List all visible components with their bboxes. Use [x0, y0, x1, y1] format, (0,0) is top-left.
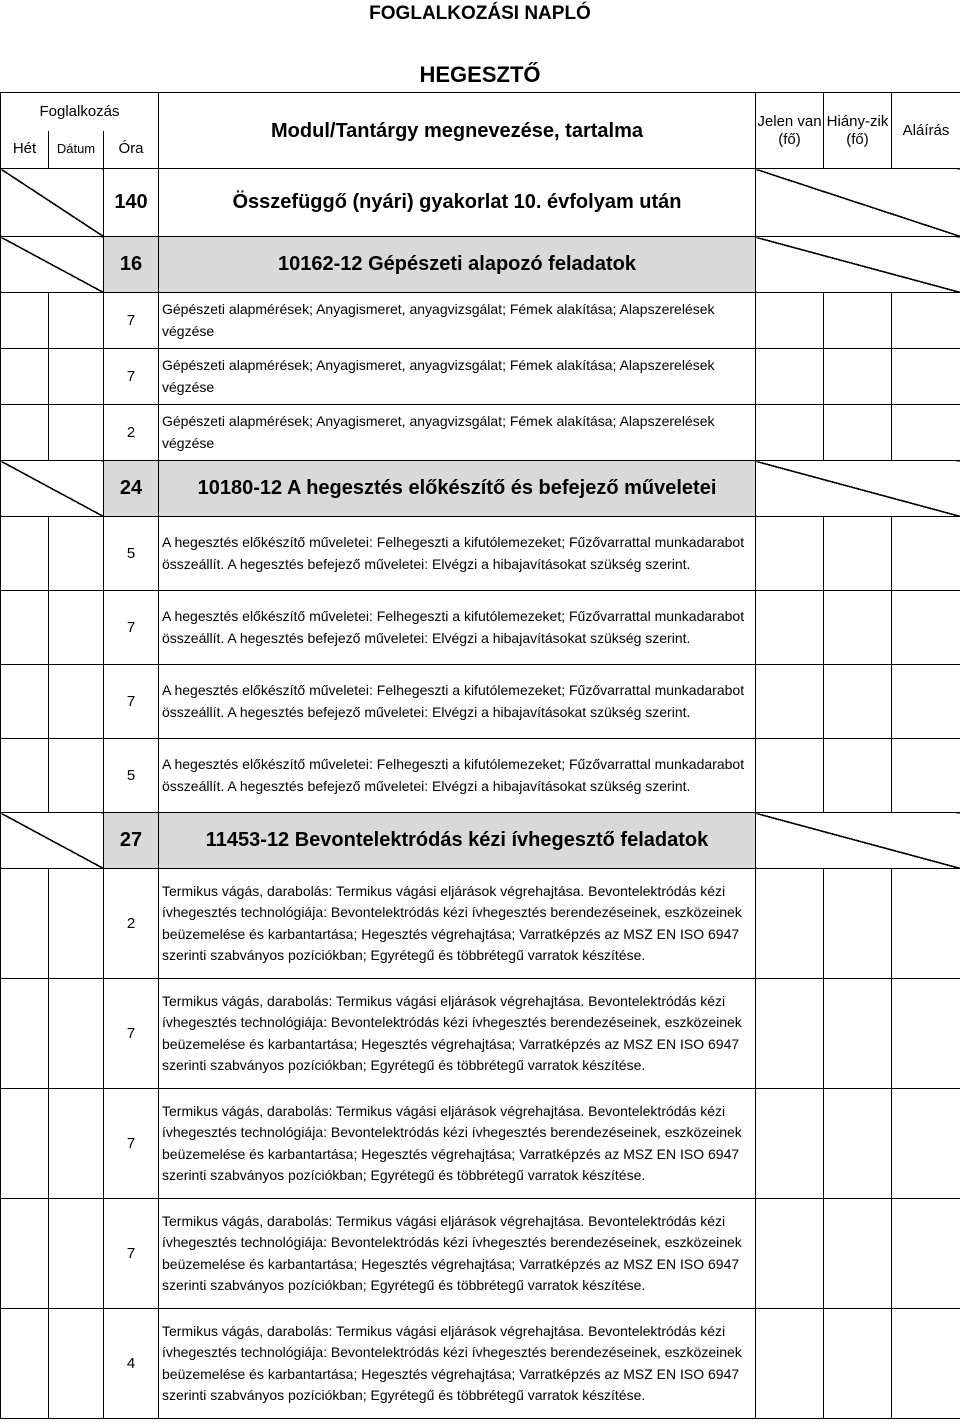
het-cell[interactable] [1, 349, 49, 405]
content-cell: Termikus vágás, darabolás: Termikus vágási eljárások végrehajtása. Bevontelektródás kézi ívhegesztés technológiája: Bevontelektródás kézi ívhegesztés berendezéseinek, eszközeinek beüzemelése és karbantartása; Hegesztés végrehajtása; Varratképzés az MSZ EN ISO 6947 szerinti szabványos pozíciókban; Egyrétegű és többrétegű varratok készítése. [159, 1309, 756, 1419]
jelen-van-cell[interactable] [756, 1089, 824, 1199]
ora-cell: 4 [104, 1309, 159, 1419]
datum-cell[interactable] [49, 1199, 104, 1309]
ora-cell: 7 [104, 349, 159, 405]
het-cell[interactable] [1, 665, 49, 739]
section-hours: 27 [104, 813, 159, 869]
het-cell[interactable] [1, 517, 49, 591]
ora-cell: 5 [104, 739, 159, 813]
ora-cell: 7 [104, 1199, 159, 1309]
hianyzik-cell[interactable] [824, 591, 892, 665]
alairas-cell[interactable] [892, 869, 960, 979]
datum-cell[interactable] [49, 1309, 104, 1419]
attendance-log-table [0, 92, 960, 1419]
table-row [1, 1199, 960, 1309]
table-row [1, 349, 960, 405]
table-row [1, 591, 960, 665]
modul-header: Modul/Tantárgy megnevezése, tartalma [159, 93, 756, 169]
datum-header: Dátum [49, 131, 104, 169]
section-hours: 16 [104, 237, 159, 293]
content-cell: A hegesztés előkészítő műveletei: Felhegeszti a kifutólemezeket; Fűzővarrattal munkadarabot összeállít. A hegesztés befejező műveletei: Elvégzi a hibajavításokat szükség szerint. [159, 665, 756, 739]
content-cell: Termikus vágás, darabolás: Termikus vágási eljárások végrehajtása. Bevontelektródás kézi ívhegesztés technológiája: Bevontelektródás kézi ívhegesztés berendezéseinek, eszközeinek beüzemelése és karbantartása; Hegesztés végrehajtása; Varratképzés az MSZ EN ISO 6947 szerinti szabványos pozíciókban; Egyrétegű és többrétegű varratok készítése. [159, 869, 756, 979]
hianyzik-cell[interactable] [824, 1309, 892, 1419]
table-row [1, 405, 960, 461]
ora-cell: 5 [104, 517, 159, 591]
jelen-van-cell[interactable] [756, 293, 824, 349]
section-row [1, 237, 960, 293]
section-diagonal-cell [756, 237, 960, 293]
foglalkozas-header: Foglalkozás [1, 93, 159, 131]
section-name: 10180-12 A hegesztés előkészítő és befejező műveletei [159, 461, 756, 517]
jelen-van-label: Jelen van [757, 112, 822, 130]
alairas-cell[interactable] [892, 979, 960, 1089]
hianyzik-cell[interactable] [824, 1089, 892, 1199]
alairas-cell[interactable] [892, 739, 960, 813]
alairas-cell[interactable] [892, 1089, 960, 1199]
hianyzik-cell[interactable] [824, 293, 892, 349]
content-cell: Termikus vágás, darabolás: Termikus vágási eljárások végrehajtása. Bevontelektródás kézi ívhegesztés technológiája: Bevontelektródás kézi ívhegesztés berendezéseinek, eszközeinek beüzemelése és karbantartása; Hegesztés végrehajtása; Varratképzés az MSZ EN ISO 6947 szerinti szabványos pozíciókban; Egyrétegű és többrétegű varratok készítése. [159, 979, 756, 1089]
datum-cell[interactable] [49, 517, 104, 591]
document-subtitle: HEGESZTŐ [419, 62, 541, 87]
datum-cell[interactable] [49, 979, 104, 1089]
het-header: Hét [1, 131, 49, 169]
alairas-cell[interactable] [892, 517, 960, 591]
ora-cell: 7 [104, 1089, 159, 1199]
hianyzik-cell[interactable] [824, 517, 892, 591]
table-row [1, 869, 960, 979]
section-row [1, 461, 960, 517]
het-cell[interactable] [1, 1309, 49, 1419]
section-row [1, 169, 960, 237]
section-name: 10162-12 Gépészeti alapozó feladatok [159, 237, 756, 293]
datum-cell[interactable] [49, 665, 104, 739]
section-diagonal-cell [1, 461, 104, 517]
hianyzik-label: Hiány-zik [826, 112, 889, 130]
ora-cell: 7 [104, 293, 159, 349]
alairas-cell[interactable] [892, 591, 960, 665]
ora-cell: 2 [104, 405, 159, 461]
het-cell[interactable] [1, 293, 49, 349]
section-name: 11453-12 Bevontelektródás kézi ívhegesztő feladatok [159, 813, 756, 869]
content-cell: Termikus vágás, darabolás: Termikus vágási eljárások végrehajtása. Bevontelektródás kézi ívhegesztés technológiája: Bevontelektródás kézi ívhegesztés berendezéseinek, eszközeinek beüzemelése és karbantartása; Hegesztés végrehajtása; Varratképzés az MSZ EN ISO 6947 szerinti szabványos pozíciókban; Egyrétegű és többrétegű varratok készítése. [159, 1199, 756, 1309]
het-cell[interactable] [1, 979, 49, 1089]
hianyzik-cell[interactable] [824, 349, 892, 405]
table-row [1, 665, 960, 739]
datum-cell[interactable] [49, 405, 104, 461]
section-diagonal-cell [756, 461, 960, 517]
datum-cell[interactable] [49, 1089, 104, 1199]
jelen-van-cell[interactable] [756, 869, 824, 979]
content-cell: Gépészeti alapmérések; Anyagismeret, anyagvizsgálat; Fémek alakítása; Alapszerelések végzése [159, 293, 756, 349]
content-cell: Gépészeti alapmérések; Anyagismeret, anyagvizsgálat; Fémek alakítása; Alapszerelések végzése [159, 349, 756, 405]
section-diagonal-cell [1, 237, 104, 293]
het-cell[interactable] [1, 1199, 49, 1309]
datum-cell[interactable] [49, 293, 104, 349]
hianyzik-cell[interactable] [824, 405, 892, 461]
content-cell: A hegesztés előkészítő műveletei: Felhegeszti a kifutólemezeket; Fűzővarrattal munkadarabot összeállít. A hegesztés befejező műveletei: Elvégzi a hibajavításokat szükség szerint. [159, 591, 756, 665]
section-row [1, 813, 960, 869]
content-cell: A hegesztés előkészítő műveletei: Felhegeszti a kifutólemezeket; Fűzővarrattal munkadarabot összeállít. A hegesztés befejező műveletei: Elvégzi a hibajavításokat szükség szerint. [159, 739, 756, 813]
jelen-van-cell[interactable] [756, 979, 824, 1089]
section-hours: 24 [104, 461, 159, 517]
het-cell[interactable] [1, 869, 49, 979]
het-cell[interactable] [1, 1089, 49, 1199]
content-cell: A hegesztés előkészítő műveletei: Felhegeszti a kifutólemezeket; Fűzővarrattal munkadarabot összeállít. A hegesztés befejező műveletei: Elvégzi a hibajavításokat szükség szerint. [159, 517, 756, 591]
alairas-cell[interactable] [892, 293, 960, 349]
table-row [1, 979, 960, 1089]
het-cell[interactable] [1, 405, 49, 461]
hianyzik-cell[interactable] [824, 979, 892, 1089]
section-diagonal-cell [1, 169, 104, 237]
ora-cell: 2 [104, 869, 159, 979]
alairas-cell[interactable] [892, 1199, 960, 1309]
section-hours: 140 [104, 169, 159, 237]
ora-cell: 7 [104, 979, 159, 1089]
content-cell: Termikus vágás, darabolás: Termikus vágási eljárások végrehajtása. Bevontelektródás kézi ívhegesztés technológiája: Bevontelektródás kézi ívhegesztés berendezéseinek, eszközeinek beüzemelése és karbantartása; Hegesztés végrehajtása; Varratképzés az MSZ EN ISO 6947 szerinti szabványos pozíciókban; Egyrétegű és többrétegű varratok készítése. [159, 1089, 756, 1199]
hianyzik-cell[interactable] [824, 665, 892, 739]
table-row [1, 517, 960, 591]
jelen-van-cell[interactable] [756, 405, 824, 461]
jelen-van-header [756, 93, 824, 169]
alairas-cell[interactable] [892, 349, 960, 405]
content-cell: Gépészeti alapmérések; Anyagismeret, anyagvizsgálat; Fémek alakítása; Alapszerelések végzése [159, 405, 756, 461]
section-diagonal-cell [756, 813, 960, 869]
hianyzik-cell[interactable] [824, 739, 892, 813]
jelen-van-cell[interactable] [756, 665, 824, 739]
table-row [1, 739, 960, 813]
alairas-cell[interactable] [892, 405, 960, 461]
het-cell[interactable] [1, 739, 49, 813]
alairas-header: Aláírás [892, 93, 960, 169]
datum-cell[interactable] [49, 349, 104, 405]
ora-cell: 7 [104, 665, 159, 739]
ora-header: Óra [104, 131, 159, 169]
section-diagonal-cell [756, 169, 960, 237]
jelen-van-cell[interactable] [756, 1199, 824, 1309]
table-row [1, 1089, 960, 1199]
alairas-cell[interactable] [892, 1309, 960, 1419]
datum-cell[interactable] [49, 869, 104, 979]
section-diagonal-cell [1, 813, 104, 869]
ora-cell: 7 [104, 591, 159, 665]
jelen-van-cell[interactable] [756, 591, 824, 665]
jelen-van-cell[interactable] [756, 349, 824, 405]
datum-cell[interactable] [49, 591, 104, 665]
datum-cell[interactable] [49, 739, 104, 813]
hianyzik-cell[interactable] [824, 869, 892, 979]
jelen-van-unit: (fő) [778, 130, 801, 148]
hianyzik-header [824, 93, 892, 169]
jelen-van-cell[interactable] [756, 739, 824, 813]
table-row [1, 293, 960, 349]
alairas-cell[interactable] [892, 665, 960, 739]
jelen-van-cell[interactable] [756, 517, 824, 591]
het-cell[interactable] [1, 591, 49, 665]
header-row [1, 93, 960, 131]
jelen-van-cell[interactable] [756, 1309, 824, 1419]
table-row [1, 1309, 960, 1419]
hianyzik-cell[interactable] [824, 1199, 892, 1309]
hianyzik-unit: (fő) [846, 130, 869, 148]
document-title: FOGLALKOZÁSI NAPLÓ [369, 3, 591, 24]
section-name: Összefüggő (nyári) gyakorlat 10. évfolyam után [159, 169, 756, 237]
